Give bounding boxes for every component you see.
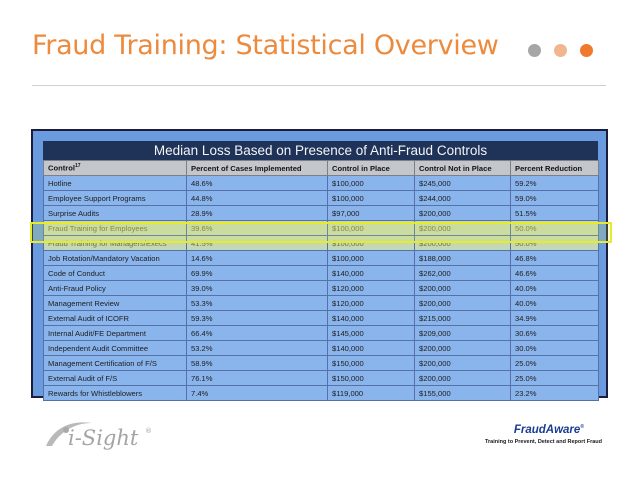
control-name-cell: Surprise Audits — [44, 206, 187, 221]
header-control-not-in-place: Control Not in Place — [415, 161, 511, 176]
percent-implemented-cell: 53.2% — [187, 341, 328, 356]
in-place-cell: $145,000 — [328, 326, 415, 341]
reduction-cell: 25.0% — [511, 356, 599, 371]
in-place-cell: $119,000 — [328, 386, 415, 401]
table-row — [44, 326, 599, 341]
percent-implemented-cell: 7.4% — [187, 386, 328, 401]
reduction-cell: 25.0% — [511, 371, 599, 386]
not-in-place-cell: $200,000 — [415, 206, 511, 221]
percent-implemented-cell: 69.9% — [187, 266, 328, 281]
percent-implemented-cell: 39.6% — [187, 221, 328, 236]
in-place-cell: $140,000 — [328, 311, 415, 326]
in-place-cell: $100,000 — [328, 221, 415, 236]
control-name-cell: Rewards for Whistleblowers — [44, 386, 187, 401]
not-in-place-cell: $200,000 — [415, 356, 511, 371]
not-in-place-cell: $215,000 — [415, 311, 511, 326]
table-row — [44, 206, 599, 221]
control-name-cell: Job Rotation/Mandatory Vacation — [44, 251, 187, 266]
table-row — [44, 296, 599, 311]
decorative-dots — [528, 44, 608, 60]
percent-implemented-cell: 44.8% — [187, 191, 328, 206]
percent-implemented-cell: 76.1% — [187, 371, 328, 386]
percent-implemented-cell: 66.4% — [187, 326, 328, 341]
title-divider — [32, 85, 606, 86]
reduction-cell: 40.0% — [511, 281, 599, 296]
isight-registered-mark: ® — [145, 427, 152, 435]
reduction-cell: 30.6% — [511, 326, 599, 341]
header-percent-implemented: Percent of Cases Implemented — [187, 161, 328, 176]
control-name-cell: Management Certification of F/S — [44, 356, 187, 371]
isight-wordmark: i-Sight — [68, 426, 139, 450]
peach-dot-icon — [554, 44, 567, 57]
percent-implemented-cell: 48.6% — [187, 176, 328, 191]
in-place-cell: $140,000 — [328, 341, 415, 356]
reduction-cell: 50.0% — [511, 221, 599, 236]
table-title: Median Loss Based on Presence of Anti-Fraud Controls — [43, 141, 598, 160]
in-place-cell: $100,000 — [328, 251, 415, 266]
control-name-cell: External Audit of F/S — [44, 371, 187, 386]
reduction-cell: 30.0% — [511, 341, 599, 356]
percent-implemented-cell: 41.5% — [187, 236, 328, 251]
table-row — [44, 176, 599, 191]
percent-implemented-cell: 53.3% — [187, 296, 328, 311]
percent-implemented-cell: 58.9% — [187, 356, 328, 371]
control-name-cell: Fraud Training for Employees — [44, 221, 187, 236]
in-place-cell: $120,000 — [328, 296, 415, 311]
fraudaware-name: FraudAware® — [513, 424, 584, 436]
not-in-place-cell: $200,000 — [415, 371, 511, 386]
header-percent-reduction: Percent Reduction — [511, 161, 599, 176]
table-row — [44, 251, 599, 266]
header-control: Control$^{17}$ — [44, 161, 187, 176]
reduction-cell: 46.8% — [511, 251, 599, 266]
control-name-cell: Internal Audit/FE Department — [44, 326, 187, 341]
percent-implemented-cell: 14.6% — [187, 251, 328, 266]
table-panel — [31, 129, 608, 398]
control-name-cell: Anti-Fraud Policy — [44, 281, 187, 296]
control-name-cell: Independent Audit Committee — [44, 341, 187, 356]
reduction-cell: 50.0% — [511, 236, 599, 251]
header-control-in-place: Control in Place — [328, 161, 415, 176]
control-name-cell: Fraud Training for Managers/Execs — [44, 236, 187, 251]
not-in-place-cell: $200,000 — [415, 341, 511, 356]
table-row — [44, 341, 599, 356]
in-place-cell: $100,000 — [328, 236, 415, 251]
percent-implemented-cell: 59.3% — [187, 311, 328, 326]
reduction-cell: 59.0% — [511, 191, 599, 206]
reduction-cell: 46.6% — [511, 266, 599, 281]
training-rows-highlight — [30, 222, 612, 243]
table-row — [44, 356, 599, 371]
control-name-cell: Hotline — [44, 176, 187, 191]
table-row — [44, 371, 599, 386]
in-place-cell: $100,000 — [328, 176, 415, 191]
anti-fraud-controls-table — [43, 160, 599, 401]
in-place-cell: $140,000 — [328, 266, 415, 281]
not-in-place-cell: $262,000 — [415, 266, 511, 281]
control-name-cell: Management Review — [44, 296, 187, 311]
not-in-place-cell: $200,000 — [415, 221, 511, 236]
slide-title: Fraud Training: Statistical Overview — [32, 30, 499, 61]
not-in-place-cell: $200,000 — [415, 236, 511, 251]
reduction-cell: 51.5% — [511, 206, 599, 221]
percent-implemented-cell: 28.9% — [187, 206, 328, 221]
table-row — [44, 266, 599, 281]
not-in-place-cell: $245,000 — [415, 176, 511, 191]
not-in-place-cell: $155,000 — [415, 386, 511, 401]
reduction-cell: 40.0% — [511, 296, 599, 311]
reduction-cell: 59.2% — [511, 176, 599, 191]
fraudaware-logo — [478, 424, 602, 460]
isight-logo — [40, 414, 160, 452]
table-row — [44, 281, 599, 296]
in-place-cell: $150,000 — [328, 356, 415, 371]
table-row — [44, 386, 599, 401]
table-row — [44, 311, 599, 326]
gray-dot-icon — [528, 44, 541, 57]
in-place-cell: $120,000 — [328, 281, 415, 296]
not-in-place-cell: $200,000 — [415, 296, 511, 311]
not-in-place-cell: $209,000 — [415, 326, 511, 341]
table-header-row — [44, 161, 599, 176]
not-in-place-cell: $188,000 — [415, 251, 511, 266]
in-place-cell: $97,000 — [328, 206, 415, 221]
percent-implemented-cell: 39.0% — [187, 281, 328, 296]
in-place-cell: $100,000 — [328, 191, 415, 206]
orange-dot-icon — [580, 44, 593, 57]
reduction-cell: 34.9% — [511, 311, 599, 326]
control-name-cell: Code of Conduct — [44, 266, 187, 281]
fraudaware-tagline: Training to Prevent, Detect and Report Fraud — [484, 439, 602, 445]
control-name-cell: External Audit of ICOFR — [44, 311, 187, 326]
not-in-place-cell: $244,000 — [415, 191, 511, 206]
not-in-place-cell: $200,000 — [415, 281, 511, 296]
control-name-cell: Employee Support Programs — [44, 191, 187, 206]
reduction-cell: 23.2% — [511, 386, 599, 401]
table-row — [44, 191, 599, 206]
in-place-cell: $150,000 — [328, 371, 415, 386]
